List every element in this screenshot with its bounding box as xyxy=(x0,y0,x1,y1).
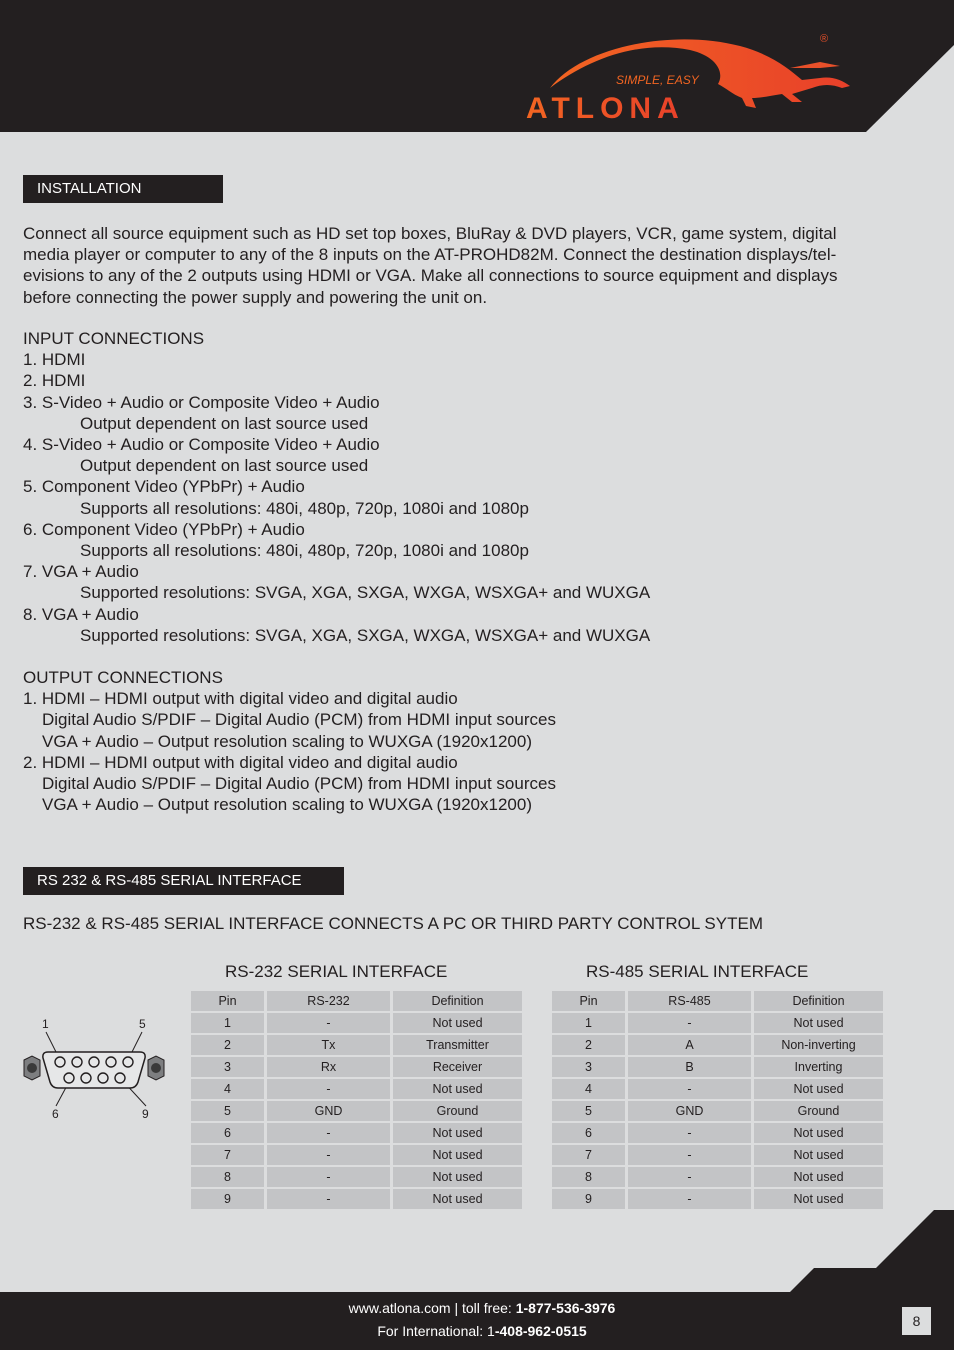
table-cell: - xyxy=(628,1079,751,1099)
table-row xyxy=(552,1013,883,1033)
page-number: 8 xyxy=(902,1307,931,1335)
connection-detail: Supported resolutions: SVGA, XGA, SXGA, WXGA, WSXGA+ and WUXGA xyxy=(80,625,651,645)
connection-item: 3. S-Video + Audio or Composite Video + Audio xyxy=(23,392,380,412)
connection-detail: Output dependent on last source used xyxy=(80,413,369,433)
table-cell: Ground xyxy=(393,1101,522,1121)
input-connections xyxy=(23,328,650,646)
logo-tagline: SIMPLE, EASY xyxy=(616,73,699,87)
input-list xyxy=(23,349,650,646)
connection-item: 1. HDMI – HDMI output with digital video and digital audio xyxy=(23,689,458,709)
logo-wordmark: ATLONA xyxy=(526,92,685,125)
paragraph-line: media player or computer to any of the 8 inputs on the AT-PROHD82M. Connect the destination displays/tel- xyxy=(23,245,837,265)
table-cell: 2 xyxy=(191,1035,264,1055)
table-cell: 5 xyxy=(191,1101,264,1121)
connection-detail: Supports all resolutions: 480i, 480p, 720p, 1080i and 1080p xyxy=(80,541,529,561)
table-row xyxy=(191,1101,522,1121)
table-cell: - xyxy=(267,1123,390,1143)
table-header-row xyxy=(191,991,522,1011)
table-row xyxy=(191,1035,522,1055)
column-header: Pin xyxy=(552,991,625,1011)
connection-detail: Supported resolutions: SVGA, XGA, SXGA, WXGA, WSXGA+ and WUXGA xyxy=(80,583,651,603)
rs232-title: RS-232 SERIAL INTERFACE xyxy=(225,962,448,981)
table-cell: Not used xyxy=(393,1123,522,1143)
pin-label-9: 9 xyxy=(142,1107,149,1121)
table-cell: 4 xyxy=(191,1079,264,1099)
connection-detail: Supports all resolutions: 480i, 480p, 720p, 1080i and 1080p xyxy=(80,498,529,518)
output-connections xyxy=(23,667,556,815)
pin-label-1: 1 xyxy=(42,1017,49,1031)
output-list xyxy=(23,688,556,815)
table-cell: GND xyxy=(267,1101,390,1121)
table-cell: Not used xyxy=(393,1189,522,1209)
connection-item: 8. VGA + Audio xyxy=(23,604,139,624)
pin-label-5: 5 xyxy=(139,1017,146,1031)
connection-detail: VGA + Audio – Output resolution scaling to WUXGA (1920x1200) xyxy=(42,795,532,815)
table-row xyxy=(552,1079,883,1099)
table-cell: - xyxy=(628,1189,751,1209)
table-row xyxy=(552,1145,883,1165)
table-cell: 4 xyxy=(552,1079,625,1099)
table-cell: Inverting xyxy=(754,1057,883,1077)
international-prefix: For International: 1 xyxy=(377,1323,495,1339)
connection-detail: VGA + Audio – Output resolution scaling to WUXGA (1920x1200) xyxy=(42,731,532,751)
table-row xyxy=(552,1035,883,1055)
table-row xyxy=(191,1013,522,1033)
installation-heading: INSTALLATION xyxy=(23,175,223,203)
table-cell: 3 xyxy=(191,1057,264,1077)
right-screw-icon xyxy=(148,1056,164,1080)
table-cell: Not used xyxy=(754,1189,883,1209)
paragraph-line: evisions to any of the 2 outputs using HDMI or VGA. Make all connections to source equipment and displays xyxy=(23,266,838,286)
db9-connector-diagram xyxy=(18,1012,176,1124)
table-cell: - xyxy=(267,1079,390,1099)
table-cell: 7 xyxy=(552,1145,625,1165)
table-row xyxy=(191,1123,522,1143)
table-cell: Ground xyxy=(754,1101,883,1121)
column-header: RS-232 xyxy=(267,991,390,1011)
table-cell: B xyxy=(628,1057,751,1077)
table-cell: Not used xyxy=(754,1123,883,1143)
input-connections-heading: INPUT CONNECTIONS xyxy=(23,329,205,348)
page-footer xyxy=(0,1292,954,1350)
paragraph-line: Connect all source equipment such as HD set top boxes, BluRay & DVD players, VCR, game system, digital xyxy=(23,224,837,243)
output-connections-heading: OUTPUT CONNECTIONS xyxy=(23,668,223,687)
table-cell: - xyxy=(628,1145,751,1165)
paragraph-line: before connecting the power supply and powering the unit on. xyxy=(23,287,488,307)
table-cell: - xyxy=(628,1123,751,1143)
pin-label-6: 6 xyxy=(52,1107,59,1121)
connection-item: 4. S-Video + Audio or Composite Video + Audio xyxy=(23,435,380,455)
table-row xyxy=(191,1057,522,1077)
rs485-pin-table xyxy=(549,989,886,1211)
atlona-logo xyxy=(520,28,860,128)
table-cell: - xyxy=(267,1167,390,1187)
table-cell: - xyxy=(267,1189,390,1209)
serial-description: RS-232 & RS-485 SERIAL INTERFACE CONNECTS A PC OR THIRD PARTY CONTROL SYTEM xyxy=(23,914,763,933)
table-cell: 8 xyxy=(552,1167,625,1187)
footer-corner-shape xyxy=(790,1210,954,1300)
table-row xyxy=(552,1189,883,1209)
table-row xyxy=(552,1123,883,1143)
connection-item: 7. VGA + Audio xyxy=(23,562,139,582)
table-row xyxy=(552,1101,883,1121)
table-cell: 7 xyxy=(191,1145,264,1165)
table-row xyxy=(191,1189,522,1209)
table-cell: - xyxy=(628,1013,751,1033)
column-header: RS-485 xyxy=(628,991,751,1011)
table-cell: Not used xyxy=(393,1167,522,1187)
table-cell: Receiver xyxy=(393,1057,522,1077)
connection-item: 1. HDMI xyxy=(23,350,86,370)
table-cell: Rx xyxy=(267,1057,390,1077)
serial-heading: RS 232 & RS-485 SERIAL INTERFACE xyxy=(23,867,344,895)
table-cell: Not used xyxy=(754,1079,883,1099)
table-cell: 1 xyxy=(552,1013,625,1033)
table-row xyxy=(552,1057,883,1077)
connection-detail: Output dependent on last source used xyxy=(80,456,369,476)
connection-item: 5. Component Video (YPbPr) + Audio xyxy=(23,477,305,497)
table-cell: Not used xyxy=(754,1013,883,1033)
table-cell: 8 xyxy=(191,1167,264,1187)
connection-item: 2. HDMI – HDMI output with digital video and digital audio xyxy=(23,752,458,772)
table-row xyxy=(552,1167,883,1187)
table-cell: 5 xyxy=(552,1101,625,1121)
left-screw-icon xyxy=(24,1056,40,1080)
connection-detail: Digital Audio S/PDIF – Digital Audio (PCM) from HDMI input sources xyxy=(42,710,556,730)
connection-item: 2. HDMI xyxy=(23,371,86,391)
table-cell: Not used xyxy=(754,1145,883,1165)
table-cell: GND xyxy=(628,1101,751,1121)
table-cell: - xyxy=(628,1167,751,1187)
table-cell: Transmitter xyxy=(393,1035,522,1055)
footer-contact-line xyxy=(0,1300,954,1316)
column-header: Definition xyxy=(393,991,522,1011)
rs485-title: RS-485 SERIAL INTERFACE xyxy=(586,962,809,981)
table-cell: A xyxy=(628,1035,751,1055)
table-cell: - xyxy=(267,1145,390,1165)
table-cell: 3 xyxy=(552,1057,625,1077)
toll-free-number: 1-877-536-3976 xyxy=(515,1300,616,1316)
table-cell: 2 xyxy=(552,1035,625,1055)
table-cell: Tx xyxy=(267,1035,390,1055)
table-cell: 6 xyxy=(552,1123,625,1143)
table-cell: Non-inverting xyxy=(754,1035,883,1055)
table-cell: 9 xyxy=(552,1189,625,1209)
rs232-pin-table xyxy=(188,989,525,1211)
table-cell: Not used xyxy=(393,1013,522,1033)
installation-paragraph xyxy=(23,223,893,308)
table-header-row xyxy=(552,991,883,1011)
website-text: www.atlona.com | toll free: xyxy=(348,1300,516,1316)
table-cell: Not used xyxy=(393,1145,522,1165)
table-row xyxy=(191,1167,522,1187)
connection-item: 6. Component Video (YPbPr) + Audio xyxy=(23,519,305,539)
international-number: -408-962-0515 xyxy=(494,1323,587,1339)
table-cell: 9 xyxy=(191,1189,264,1209)
table-row xyxy=(191,1079,522,1099)
table-cell: Not used xyxy=(393,1079,522,1099)
table-cell: - xyxy=(267,1013,390,1033)
column-header: Definition xyxy=(754,991,883,1011)
table-cell: 1 xyxy=(191,1013,264,1033)
connection-detail: Digital Audio S/PDIF – Digital Audio (PCM) from HDMI input sources xyxy=(42,774,556,794)
footer-international-line xyxy=(0,1323,954,1339)
registered-mark: ® xyxy=(820,33,829,45)
table-row xyxy=(191,1145,522,1165)
table-cell: Not used xyxy=(754,1167,883,1187)
table-cell: 6 xyxy=(191,1123,264,1143)
column-header: Pin xyxy=(191,991,264,1011)
